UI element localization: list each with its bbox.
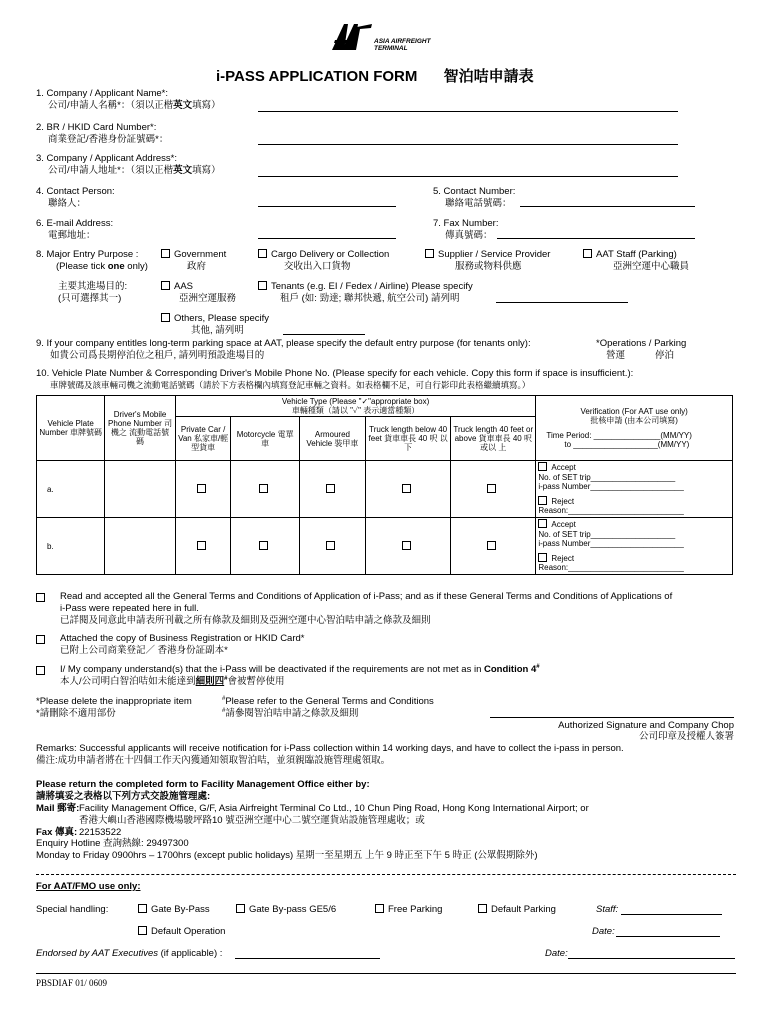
checkbox-icon[interactable] (236, 904, 245, 913)
q9-zh: 如貴公司爲長期停泊位之租戶, 請列明預設進場目的 (50, 349, 265, 361)
checkbox-icon[interactable] (478, 904, 487, 913)
contact-person-field[interactable] (258, 206, 396, 207)
aat-logo (330, 20, 440, 58)
checkbox-icon[interactable] (161, 313, 170, 322)
return-heading-zh: 請將填妥之表格以下列方式交設施管理處: (36, 790, 211, 802)
checkbox-icon[interactable] (326, 484, 335, 493)
q10-en: 10. Vehicle Plate Number & Corresponding Driver's Mobile Phone No. (Please specify for each vehicle. Copy this form if space is insufficient.): (36, 368, 634, 379)
checkbox-icon[interactable] (326, 541, 335, 550)
row-label: a. (37, 461, 105, 518)
checkbox-icon[interactable] (487, 484, 496, 493)
staff-label: Staff: (596, 904, 619, 915)
checkbox-icon[interactable] (258, 281, 267, 290)
q3-zh: 公司/申請人地址*：（須以正楷英文填寫） (48, 164, 221, 176)
q5-label (433, 186, 515, 210)
q9-label (36, 338, 596, 362)
checkbox-icon[interactable] (538, 519, 547, 528)
option-cargo[interactable]: Cargo Delivery or Collection 交收出入口貨物 (258, 249, 389, 273)
fax-label: Fax 傳真: (36, 826, 78, 838)
company-name-field[interactable] (258, 111, 678, 112)
checkbox-icon[interactable] (259, 541, 268, 550)
q1-zh: 公司/申請人名稱*：（須以正楷英文填寫） (48, 99, 221, 111)
driver-phone-cell[interactable] (105, 518, 175, 575)
note-delete-zh: *請刪除不適用部份 (36, 707, 116, 719)
motorcycle-cell[interactable] (231, 461, 299, 518)
return-heading-en: Please return the completed form to Facility Management Office either by: (36, 779, 370, 790)
declaration-terms[interactable] (36, 591, 736, 627)
private-car-cell[interactable] (175, 518, 231, 575)
set-trip-field[interactable]: No. of SET trip___________________ (538, 472, 676, 482)
option-tenants-zh: 租戶 (如: 勁達; 聯邦快遞, 航空公司) 請列明 (280, 292, 460, 304)
option-gate-bypass[interactable]: Gate By-Pass (138, 904, 210, 916)
option-supplier-zh: 服務或物料供應 (455, 260, 522, 272)
vehicle-table (36, 395, 733, 575)
date-label-2: Date: (545, 948, 568, 959)
driver-phone-cell[interactable] (105, 461, 175, 518)
reason-field[interactable]: Reason:__________________________ (538, 563, 684, 573)
others-specify-field[interactable] (283, 334, 365, 335)
checkbox-icon[interactable] (36, 635, 45, 644)
q2-zh: 商業登記/香港身份証號碼*： (48, 133, 169, 145)
checkbox-icon[interactable] (258, 249, 267, 258)
office-hours: Monday to Friday 0900hrs – 1700hrs (except public holidays) 星期一至星期五 上午 9 時正至下午 5 時正 (公眾假期除外) (36, 850, 538, 862)
option-aat-staff-zh: 亞洲空運中心職員 (613, 260, 690, 272)
th-plate: Vehicle Plate Number 車牌號碼 (37, 396, 105, 461)
q1-en: 1. Company / Applicant Name*: (36, 88, 169, 99)
th-truck-above: Truck length 40 feet or above 貨車車長 40 呎或以 上 (451, 417, 536, 461)
option-free-parking[interactable]: Free Parking (375, 904, 442, 916)
option-others[interactable]: Others, Please specify 其他, 請列明 (161, 313, 269, 337)
remarks-en: Remarks: Successful applicants will receive notification for i-Pass collection within 14 working days, and have to collect the i-pass in person. (36, 743, 624, 754)
option-supplier[interactable]: Supplier / Service Provider 服務或物料供應 (425, 249, 550, 273)
ipass-number-field[interactable]: i-pass Number_____________________ (538, 481, 684, 491)
th-truck-below: Truck length below 40 feet 貨車車長 40 呎 以下 (366, 417, 451, 461)
table-row (37, 461, 733, 518)
q9-default-purpose[interactable] (596, 338, 686, 362)
option-others-zh: 其他, 請列明 (191, 324, 244, 336)
q5-en: 5. Contact Number: (433, 186, 516, 197)
q4-label (36, 186, 115, 210)
br-hkid-field[interactable] (258, 144, 678, 145)
th-time-period: Time Period: _______________(MM/YY) (546, 431, 692, 441)
decl2-zh: 已附上公司商業登記／ 香港身份証副本* (60, 644, 228, 656)
row-label: b. (37, 518, 105, 575)
fax-number-field[interactable] (497, 238, 695, 239)
q1-label (36, 88, 221, 112)
th-driver: Driver's Mobile Phone Number 司機之 流動電話號碼 (105, 396, 175, 461)
q10-zh: 車牌號碼及該車輛司機之流動電話號碼（請於下方表格欄內填寫登記車輛之資料。如表格欄不足，可自行影印此表格繼續填寫。） (50, 379, 531, 390)
checkbox-icon[interactable] (138, 904, 147, 913)
mail-label: Mail 郵寄: (36, 802, 80, 814)
q4-zh: 聯絡人： (48, 197, 87, 209)
checkbox-icon[interactable] (487, 541, 496, 550)
checkbox-icon[interactable] (161, 249, 170, 258)
enquiry-hotline: Enquiry Hotline 查詢熱線: 29497300 (36, 838, 189, 850)
fmo-heading: For AAT/FMO use only: (36, 881, 141, 892)
option-government[interactable]: Government 政府 (161, 249, 226, 273)
q10-label (36, 368, 736, 391)
q2-label (36, 122, 168, 146)
truck-below-cell[interactable] (366, 518, 451, 575)
reason-field[interactable]: Reason:__________________________ (538, 506, 684, 516)
q9-en: 9. If your company entitles long-term parking space at AAT, please specify the default entry purpose (for tenants only): (36, 338, 531, 349)
q8-zh-label (58, 281, 127, 305)
tenants-specify-field[interactable] (496, 302, 628, 303)
truck-above-cell[interactable] (451, 461, 536, 518)
decl1-zh: 已詳閱及同意此申請表所刊載之所有條款及細則及亞洲空運中心智泊咭申請之條款及細則 (60, 614, 431, 626)
date-field-1[interactable] (616, 936, 720, 937)
option-default-parking[interactable]: Default Parking (478, 904, 556, 916)
q3-en: 3. Company / Applicant Address*: (36, 153, 177, 164)
note-delete-en: *Please delete the inappropriate item (36, 696, 192, 707)
decl2-en: Attached the copy of Business Registration or HKID Card* (60, 633, 305, 644)
footer-divider (36, 973, 736, 974)
form-code: PBSDIAF 01/ 0609 (36, 978, 108, 988)
decl3-en: I/ My company understand(s) that the i-Pass will be deactivated if the requirements are not met as in Condition 4# (60, 664, 540, 676)
title-en: i-PASS APPLICATION FORM (216, 68, 418, 85)
option-default-operation[interactable]: Default Operation (138, 926, 225, 938)
return-info (36, 779, 756, 862)
option-aat-staff[interactable]: AAT Staff (Parking) 亞洲空運中心職員 (583, 249, 689, 273)
signature-label-en: Authorized Signature and Company Chop (558, 720, 734, 731)
th-private-car: Private Car / Van 私家車/輕 型貨車 (175, 417, 231, 461)
th-verification (536, 396, 733, 461)
verification-cell: Accept No. of SET trip___________________ i-pass Number_____________________ Reject Reason:__________________________ (536, 461, 733, 518)
date-label-1: Date: (592, 926, 615, 937)
armoured-cell[interactable] (299, 518, 365, 575)
th-vehicle-type-en: Vehicle Type (Please "✓"appropriate box) (281, 397, 430, 406)
fax-value: 22153522 (79, 826, 122, 838)
checkbox-icon[interactable] (197, 541, 206, 550)
motorcycle-cell[interactable] (231, 518, 299, 575)
decl1-en: Read and accepted all the General Terms and Conditions of Application of i-Pass; and as if these General Terms and Conditions of Applications of (60, 591, 673, 602)
th-vehicle-type (175, 396, 536, 417)
signature-label-zh: 公司印章及授權人簽署 (638, 731, 734, 742)
address-field[interactable] (258, 176, 678, 177)
verification-cell: Accept No. of SET trip___________________ i-pass Number_____________________ Reject Reason:__________________________ (536, 518, 733, 575)
endorsed-label: Endorsed by AAT Executives (if applicable) : (36, 948, 223, 959)
private-car-cell[interactable] (175, 461, 231, 518)
armoured-cell[interactable] (299, 461, 365, 518)
q6-label (36, 218, 113, 242)
q9-ops-zh: 營運 停泊 (606, 349, 675, 361)
checkbox-icon[interactable] (161, 281, 170, 290)
set-trip-field[interactable]: No. of SET trip___________________ (538, 529, 676, 539)
checkbox-icon[interactable] (538, 553, 547, 562)
th-time-to: to ___________________(MM/YY) (564, 440, 690, 450)
checkbox-icon[interactable] (36, 666, 45, 675)
remarks-zh: 備注:成功申請者將在十四個工作天內獲通知領取智泊咭，並須親臨設施管理處領取。 (36, 754, 391, 766)
special-handling-label: Special handling: (36, 904, 109, 915)
option-aas[interactable]: AAS 亞洲空運服務 (161, 281, 236, 305)
q8-zh-line1: 主要其進場目的: (58, 281, 128, 292)
q7-label (433, 218, 498, 242)
q7-en: 7. Fax Number: (433, 218, 499, 229)
table-row (37, 518, 733, 575)
checkbox-icon[interactable] (36, 593, 45, 602)
checkbox-icon[interactable] (538, 462, 547, 471)
q2-en: 2. BR / HKID Card Number*: (36, 122, 157, 133)
th-verif-en: Verification (For AAT use only) (580, 406, 688, 416)
truck-above-cell[interactable] (451, 518, 536, 575)
q8-label (36, 249, 148, 273)
declaration-deactivation[interactable] (36, 664, 736, 688)
page-title (216, 68, 534, 87)
checkbox-icon[interactable] (425, 249, 434, 258)
th-vehicle-type-zh: 車輛種類（請以 "✓" 表示適當種類） (291, 406, 420, 416)
checkbox-icon[interactable] (583, 249, 592, 258)
option-gate-ge[interactable]: Gate By-pass GE5/6 (236, 904, 336, 916)
th-verif-zh: 批核申請 (由本公司填寫) (590, 416, 678, 425)
option-aas-zh: 亞洲空運服務 (179, 292, 237, 304)
ipass-number-field[interactable]: i-pass Number_____________________ (538, 538, 684, 548)
email-field[interactable] (258, 238, 396, 239)
mail-address-en: Facility Management Office, G/F, Asia Airfreight Terminal Co Ltd., 10 Chun Ping Road, Hong Kong International Airport; or (79, 802, 589, 814)
checkbox-icon[interactable] (138, 926, 147, 935)
q8-en: 8. Major Entry Purpose : (36, 249, 139, 260)
endorsed-field[interactable] (235, 958, 380, 959)
q6-en: 6. E-mail Address: (36, 218, 114, 229)
checkbox-icon[interactable] (402, 484, 411, 493)
dashed-divider (36, 874, 736, 875)
note-refer: #Please refer to the General Terms and Conditions #請參閱智泊咭申請之條款及細則 (222, 696, 434, 720)
checkbox-icon[interactable] (259, 484, 268, 493)
checkbox-icon[interactable] (402, 541, 411, 550)
signature-field[interactable] (490, 717, 734, 718)
th-motorcycle: Motorcycle 電單車 (231, 417, 299, 461)
date-field-2[interactable] (568, 958, 735, 959)
option-tenants[interactable]: Tenants (e.g. EI / Fedex / Airline) Please specify 租戶 (如: 勁達; 聯邦快遞, 航空公司) 請列明 (258, 281, 473, 305)
q5-zh: 聯絡電話號碼： (445, 197, 512, 209)
contact-number-field[interactable] (520, 206, 695, 207)
decl1-en2: i-Pass were repeated here in full. (60, 602, 199, 614)
q6-zh: 電郵地址： (48, 229, 96, 241)
mail-address-zh: 香港大嶼山香港國際機場駿坪路10 號亞洲空運中心二號空運貨站設施管理處收；或 (79, 814, 425, 826)
option-cargo-zh: 交收出入口貨物 (284, 260, 351, 272)
title-zh: 智泊咭申請表 (443, 68, 534, 85)
remarks (36, 743, 746, 767)
staff-field[interactable] (621, 914, 722, 915)
th-armoured: Armoured Vehicle 裝甲車 (299, 417, 365, 461)
checkbox-icon[interactable] (375, 904, 384, 913)
logo-line1: ASIA AIRFREIGHT (374, 38, 431, 45)
decl3-zh: 本人/公司明白智泊咭如未能達到細則四#會被暫停使用 (60, 676, 285, 688)
option-government-zh: 政府 (187, 260, 207, 272)
note-delete (36, 696, 192, 720)
q7-zh: 傳真號碼： (445, 229, 493, 241)
checkbox-icon[interactable] (197, 484, 206, 493)
logo-line2: TERMINAL (374, 45, 408, 52)
q3-label (36, 153, 221, 177)
truck-below-cell[interactable] (366, 461, 451, 518)
q9-ops-en: *Operations / Parking (596, 338, 687, 349)
aat-logo-mark (330, 20, 372, 54)
q8-tick-note: (Please tick one only) (56, 260, 148, 272)
checkbox-icon[interactable] (538, 496, 547, 505)
q4-en: 4. Contact Person: (36, 186, 115, 197)
declaration-attachment[interactable] (36, 633, 736, 657)
q8-zh-line2: (只可選擇其一) (58, 292, 122, 304)
